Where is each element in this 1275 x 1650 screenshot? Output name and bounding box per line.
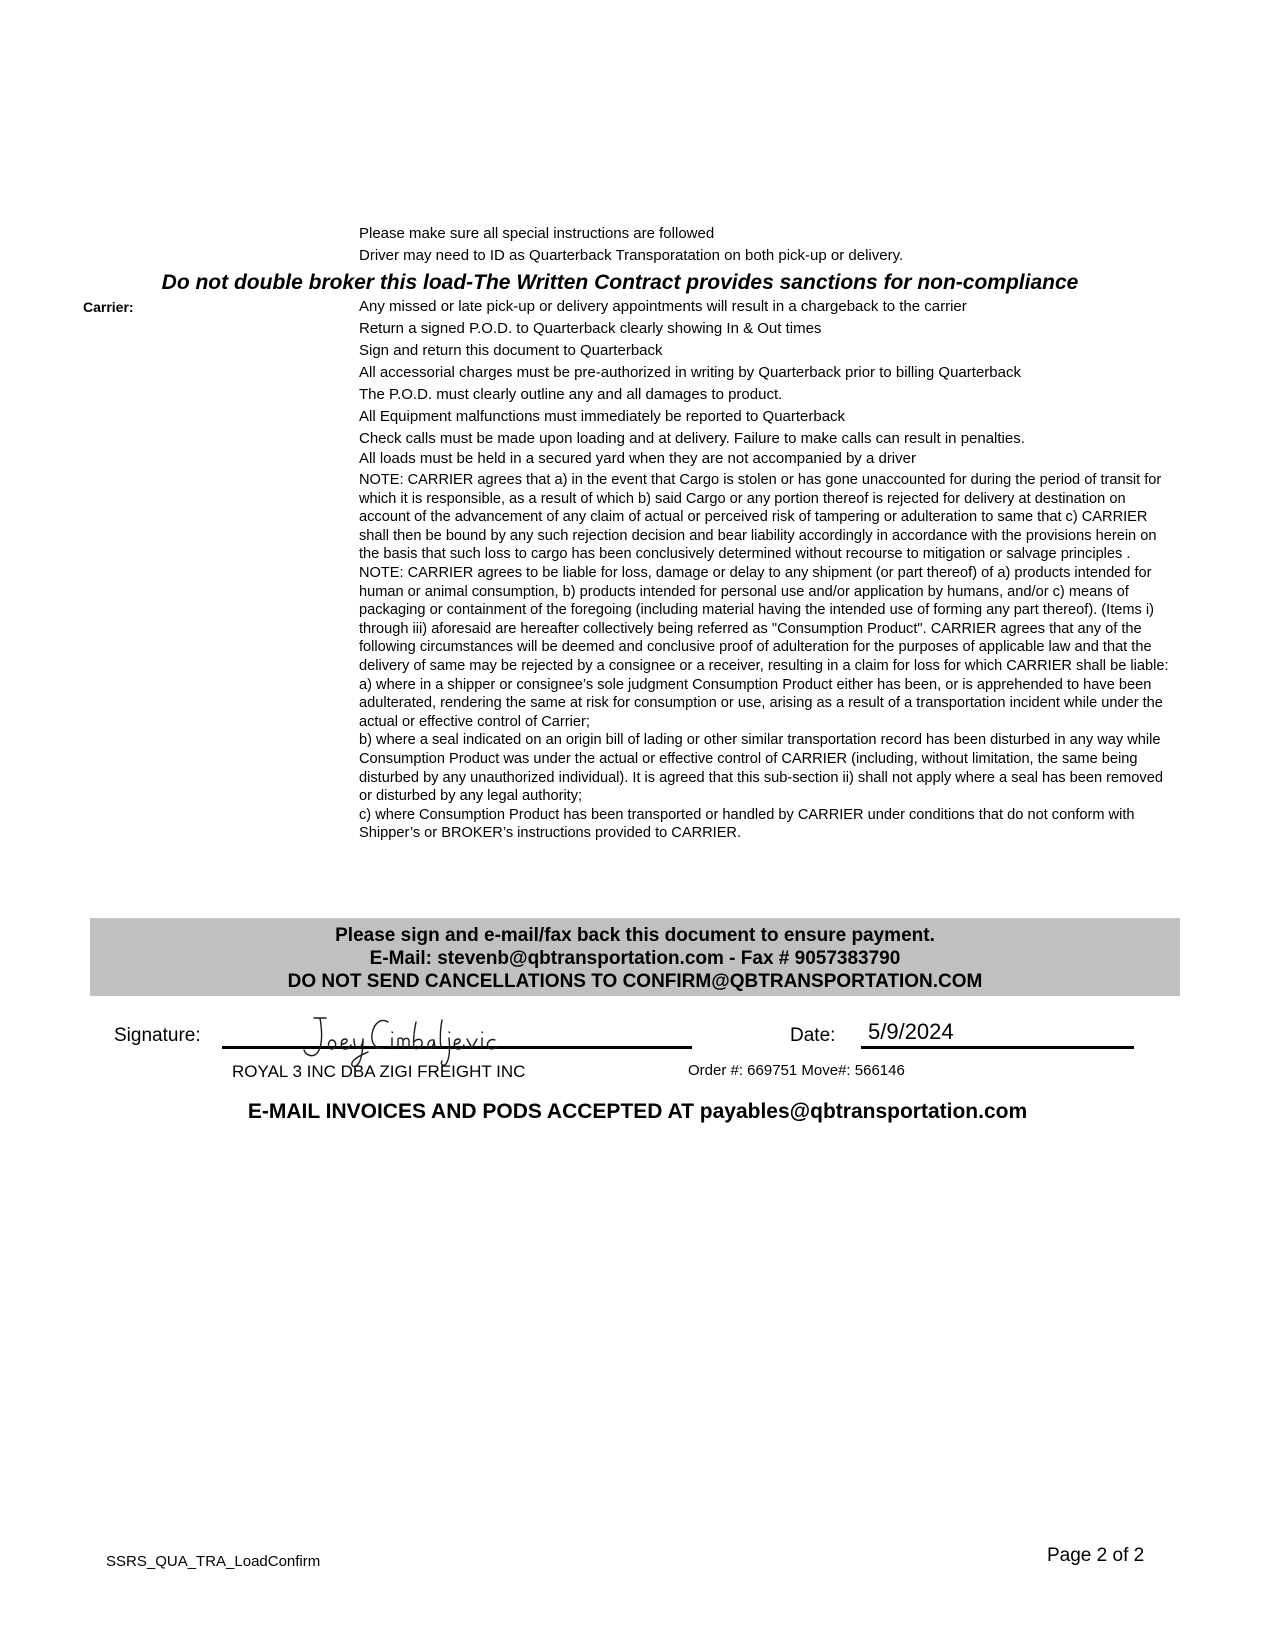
note-paragraph: c) where Consumption Product has been transported or handled by CARRIER under conditions that do not conform with Shipper’s or BROKER’s instructions provided to CARRIER. (359, 806, 1135, 842)
handwritten-signature (292, 1010, 552, 1070)
instruction-line: Return a signed P.O.D. to Quarterback clearly showing In & Out times (359, 320, 822, 337)
note-paragraph: NOTE: CARRIER agrees to be liable for loss, damage or delay to any shipment (or part thereof) of a) products intended for human or animal consumption, b) products intended for personal use and/or application by humans, and/or c) means of packaging or containment of the foregoing (including material having the intended use of forming any part thereof). (Items i) through iii) aforesaid are hereafter collectively being referred as "Consumption Product". CARRIER agrees that any of the following circumstances will be deemed and conclusive proof of adulteration for the purposes of applicable law and that the delivery of same may be rejected by a consignee or a receiver, resulting in a claim for loss for which CARRIER shall be liable: (359, 564, 1169, 674)
date-label: Date: (790, 1025, 836, 1046)
carrier-label: Carrier: (83, 299, 134, 315)
banner-cancellations: DO NOT SEND CANCELLATIONS TO CONFIRM@QBTRANSPORTATION.COM (287, 971, 983, 992)
banner-line: Please sign and e-mail/fax back this document to ensure payment. (335, 925, 935, 946)
note-paragraph: b) where a seal indicated on an origin bill of lading or other similar transportation record has been disturbed in any way while Consumption Product was under the actual or effective control of CARRIER (including, without limitation, the same being disturbed by any unauthorized individual). It is agreed that this sub-section ii) shall not apply where a seal has been removed or disturbed by any legal authority; (359, 732, 1163, 805)
instruction-line: The P.O.D. must clearly outline any and all damages to product. (359, 386, 783, 403)
page-number: Page 2 of 2 (1047, 1545, 1145, 1566)
instruction-line: Driver may need to ID as Quarterback Transporatation on both pick-up or delivery. (359, 247, 904, 264)
carrier-company-name: ROYAL 3 INC DBA ZIGI FREIGHT INC (232, 1062, 526, 1081)
date-line (861, 1046, 1134, 1049)
banner-email-fax: E-Mail: stevenb@qbtransportation.com - Fax # 9057383790 (369, 948, 901, 969)
date-value: 5/9/2024 (868, 1019, 954, 1044)
instruction-line: Sign and return this document to Quarterback (359, 342, 663, 359)
instruction-line: All Equipment malfunctions must immediately be reported to Quarterback (359, 408, 846, 425)
instruction-line: Check calls must be made upon loading and at delivery. Failure to make calls can result in penalties. (359, 430, 1025, 447)
instruction-line: Any missed or late pick-up or delivery appointments will result in a chargeback to the carrier (359, 298, 967, 315)
instruction-line: All loads must be held in a secured yard when they are not accompanied by a driver (359, 450, 916, 467)
instruction-line: All accessorial charges must be pre-authorized in writing by Quarterback prior to billing Quarterback (359, 364, 1021, 381)
instruction-line: Please make sure all special instructions are followed (359, 225, 715, 242)
legal-notes (359, 471, 1179, 843)
note-paragraph: a) where in a shipper or consignee’s sole judgment Consumption Product either has been, or is apprehended to have been adulterated, rendering the same at risk for consumption or use, arising as a result of a transportation incident while under the actual or effective control of Carrier; (359, 676, 1163, 730)
signature-label: Signature: (114, 1025, 201, 1046)
sign-and-return-banner (90, 918, 1180, 996)
order-move-numbers: Order #: 669751 Move#: 566146 (688, 1062, 905, 1079)
invoice-email-notice: E-MAIL INVOICES AND PODS ACCEPTED AT payables@qbtransportation.com (247, 1100, 1028, 1123)
note-paragraph: NOTE: CARRIER agrees that a) in the event that Cargo is stolen or has gone unaccounted for during the period of transit for which it is responsible, as a result of which b) said Cargo or any portion thereof is rejected for delivery at destination on account of the advancement of any claim of actual or perceived risk of tampering or adulteration to same that c) CARRIER shall then be bound by any such rejection decision and bear liability accordingly in accordance with the provisions herein on the basis that such loss to cargo has been conclusively determined without recourse to mitigation or salvage principles . (359, 472, 1162, 563)
report-name: SSRS_QUA_TRA_LoadConfirm (106, 1553, 321, 1570)
double-broker-warning: Do not double broker this load-The Written Contract provides sanctions for non-compliance (161, 271, 1079, 294)
